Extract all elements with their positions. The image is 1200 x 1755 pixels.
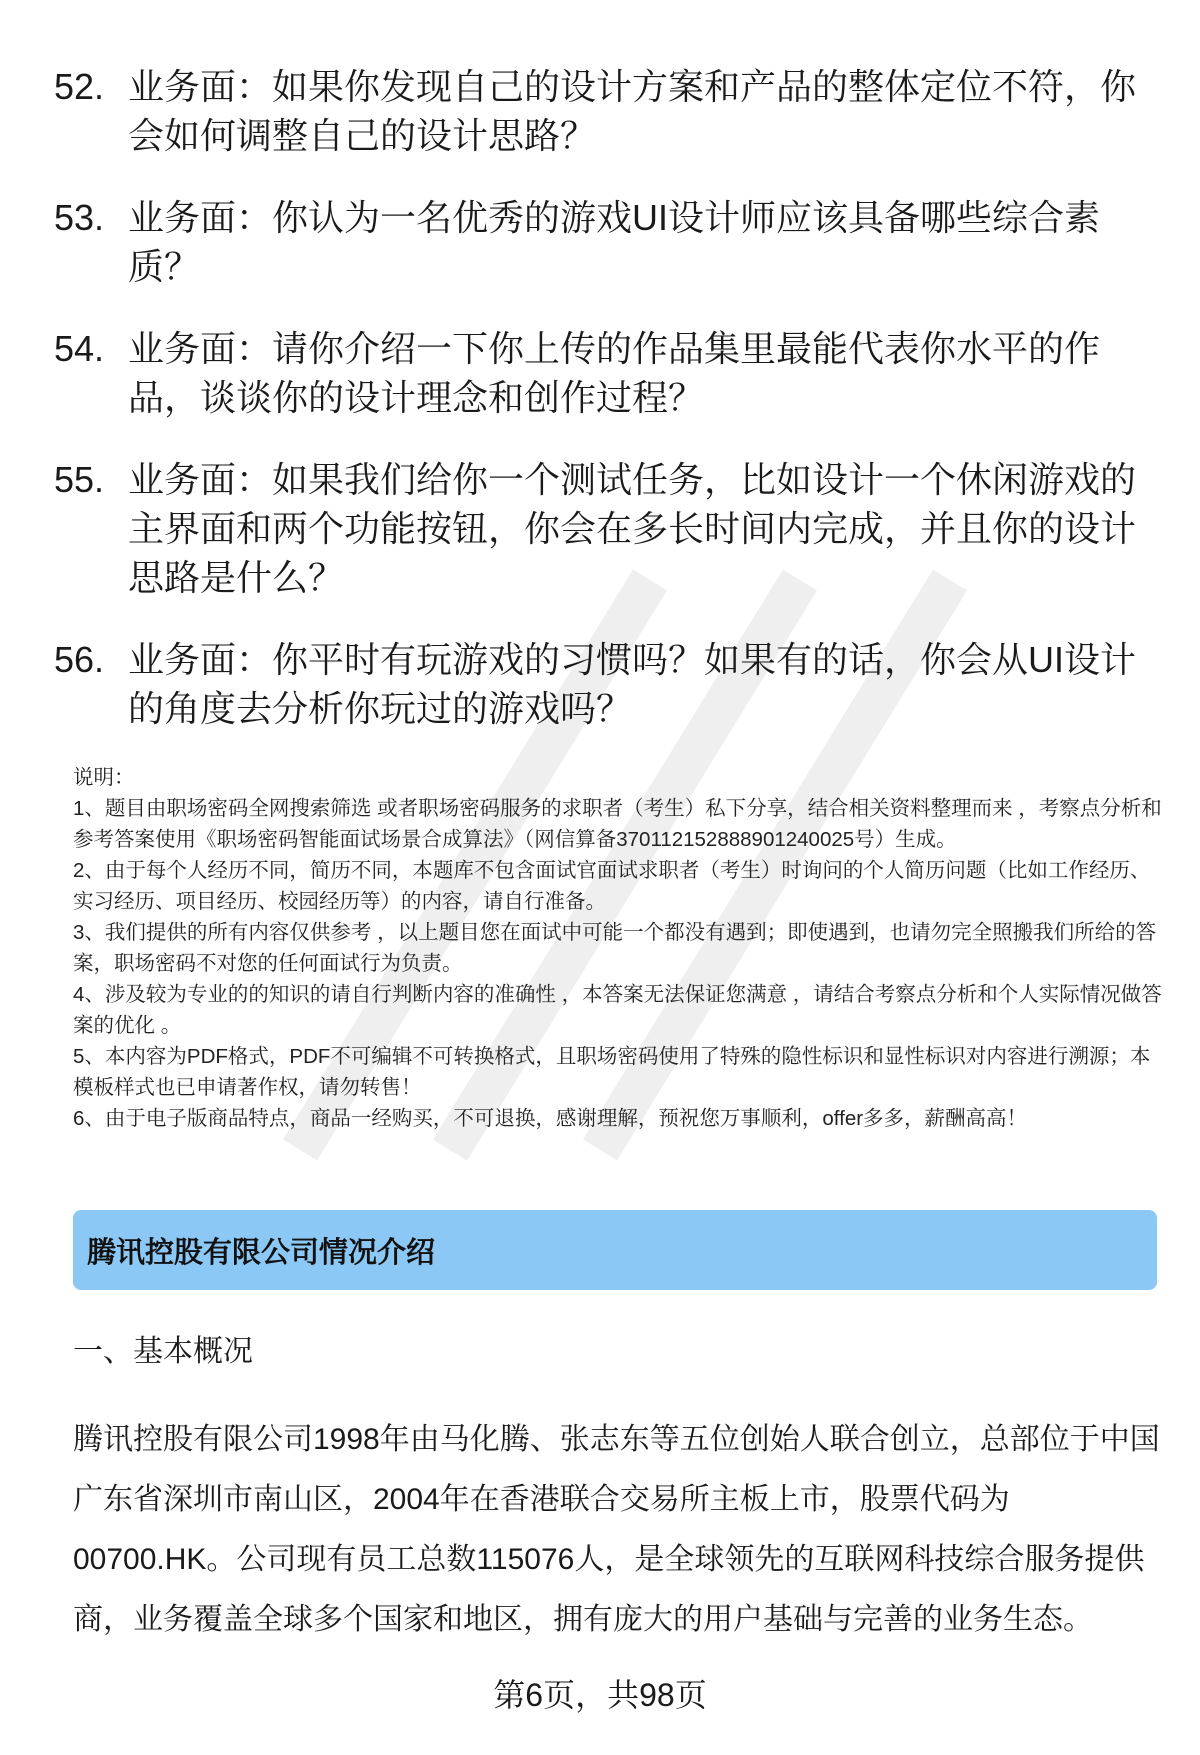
- page-number: 第6页，共98页: [493, 1677, 707, 1713]
- notes: [73, 762, 1163, 1134]
- note-item: 1、题目由职场密码全网搜索筛选 或者职场密码服务的求职者（考生）私下分享，结合相关资料整理而来 ，考察点分析和参考答案使用《职场密码智能面试场景合成算法》（网信算备370112152888901240025号）生成。: [73, 797, 1162, 851]
- banner-title: 腾讯控股有限公司情况介绍: [87, 1236, 436, 1269]
- question-56: [54, 635, 1144, 733]
- question-53: [54, 193, 1144, 291]
- note-item: 5、本内容为PDF格式，PDF不可编辑不可转换格式，且职场密码使用了特殊的隐性标识和显性标识对内容进行溯源；本模板样式也已申请著作权，请勿转售！: [73, 1045, 1151, 1099]
- note-item: 6、由于电子版商品特点，商品一经购买，不可退换，感谢理解，预祝您万事顺利，offer多多，薪酬高高！: [73, 1107, 1028, 1130]
- note-item: 2、由于每个人经历不同，简历不同，本题库不包含面试官面试求职者（考生）时询问的个人简历问题（比如工作经历、实习经历、项目经历、校园经历等）的内容，请自行准备。: [73, 859, 1151, 913]
- question-52: [54, 62, 1144, 160]
- question-number: 53.: [54, 197, 105, 238]
- notes-title: 说明：: [73, 766, 135, 789]
- company-banner: [73, 1210, 1157, 1290]
- company-paragraph: 腾讯控股有限公司1998年由马化腾、张志东等五位创始人联合创立，总部位于中国广东省深圳市南山区，2004年在香港联合交易所主板上市，股票代码为00700.HK。公司现有员工总数115076人，是全球领先的互联网科技综合服务提供商，业务覆盖全球多个国家和地区，拥有庞大的用户基础与完善的业务生态。: [73, 1423, 1160, 1636]
- question-text: 业务面：如果我们给你一个测试任务，比如设计一个休闲游戏的主界面和两个功能按钮，你会在多长时间内完成，并且你的设计思路是什么？: [128, 459, 1137, 598]
- note-item: 4、涉及较为专业的的知识的请自行判断内容的准确性 ，本答案无法保证您满意 ，请结合考察点分析和个人实际情况做答案的优化 。: [73, 983, 1162, 1037]
- question-number: 54.: [54, 328, 105, 369]
- section-title: 一、基本概况: [73, 1335, 253, 1368]
- question-55: [54, 455, 1144, 602]
- question-54: [54, 324, 1144, 422]
- question-number: 56.: [54, 639, 105, 680]
- question-text: 业务面：请你介绍一下你上传的作品集里最能代表你水平的作品，谈谈你的设计理念和创作过程？: [128, 328, 1101, 418]
- question-text: 业务面：你认为一名优秀的游戏UI设计师应该具备哪些综合素质？: [128, 197, 1101, 287]
- question-number: 55.: [54, 459, 105, 500]
- question-number: 52.: [54, 66, 105, 107]
- note-item: 3、我们提供的所有内容仅供参考 ，以上题目您在面试中可能一个都没有遇到；即使遇到，也请勿完全照搬我们所给的答案，职场密码不对您的任何面试行为负责。: [73, 921, 1157, 975]
- question-text: 业务面：你平时有玩游戏的习惯吗？如果有的话，你会从UI设计的角度去分析你玩过的游戏吗？: [128, 639, 1137, 729]
- question-text: 业务面：如果你发现自己的设计方案和产品的整体定位不符，你会如何调整自己的设计思路？: [128, 66, 1137, 156]
